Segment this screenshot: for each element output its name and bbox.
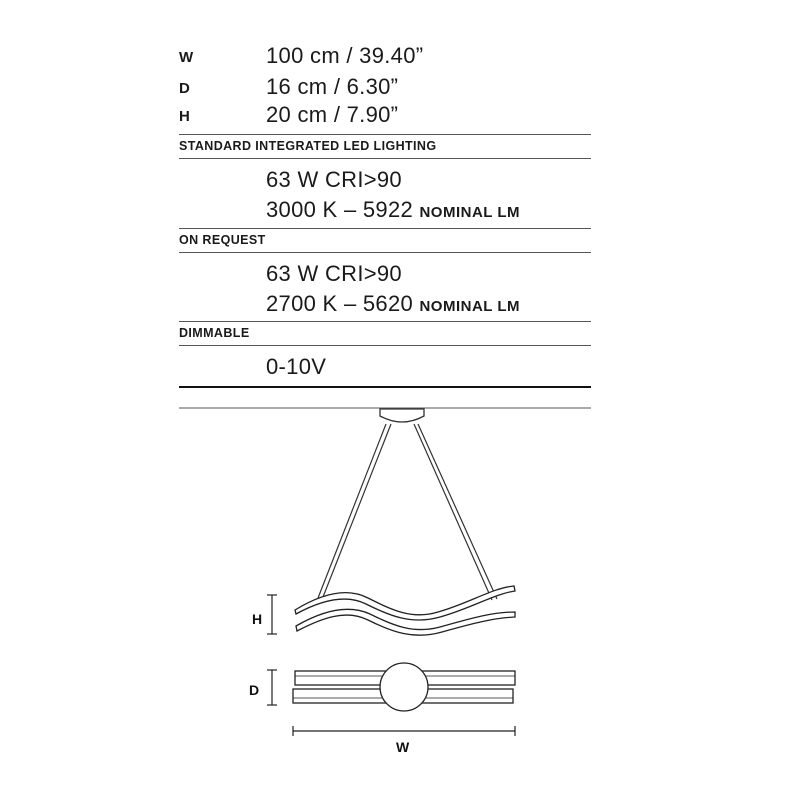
- canopy-icon: [380, 409, 424, 422]
- width-marker: [293, 726, 515, 736]
- dim-width-letter: W: [179, 49, 194, 66]
- height-marker: [267, 595, 277, 634]
- lumen-unit: NOMINAL LM: [419, 298, 520, 315]
- section-standard-label: STANDARD INTEGRATED LED LIGHTING: [179, 139, 437, 153]
- suspension-cables: [318, 424, 497, 600]
- dim-depth-value: 16 cm / 6.30”: [266, 74, 399, 99]
- depth-label: D: [249, 682, 260, 698]
- section-standard-power: 63 W CRI>90: [266, 167, 402, 192]
- section-dimmable-label: DIMMABLE: [179, 326, 250, 340]
- width-label: W: [396, 739, 410, 755]
- section-dimmable-value: 0-10V: [266, 354, 327, 379]
- lumen-value: 2700 K – 5620: [266, 291, 414, 316]
- section-request-power: 63 W CRI>90: [266, 261, 402, 286]
- dim-height-value: 20 cm / 7.90”: [266, 102, 399, 127]
- depth-marker: [267, 670, 277, 705]
- lumen-unit: NOMINAL LM: [419, 204, 520, 221]
- dim-depth-letter: D: [179, 80, 190, 97]
- lumen-value: 3000 K – 5922: [266, 197, 414, 222]
- lamp-top-view: [293, 663, 515, 711]
- dim-height-letter: H: [179, 108, 190, 125]
- height-label: H: [252, 611, 263, 627]
- section-request-label: ON REQUEST: [179, 233, 266, 247]
- lamp-wave-body: [295, 586, 515, 635]
- dim-width-value: 100 cm / 39.40”: [266, 43, 424, 68]
